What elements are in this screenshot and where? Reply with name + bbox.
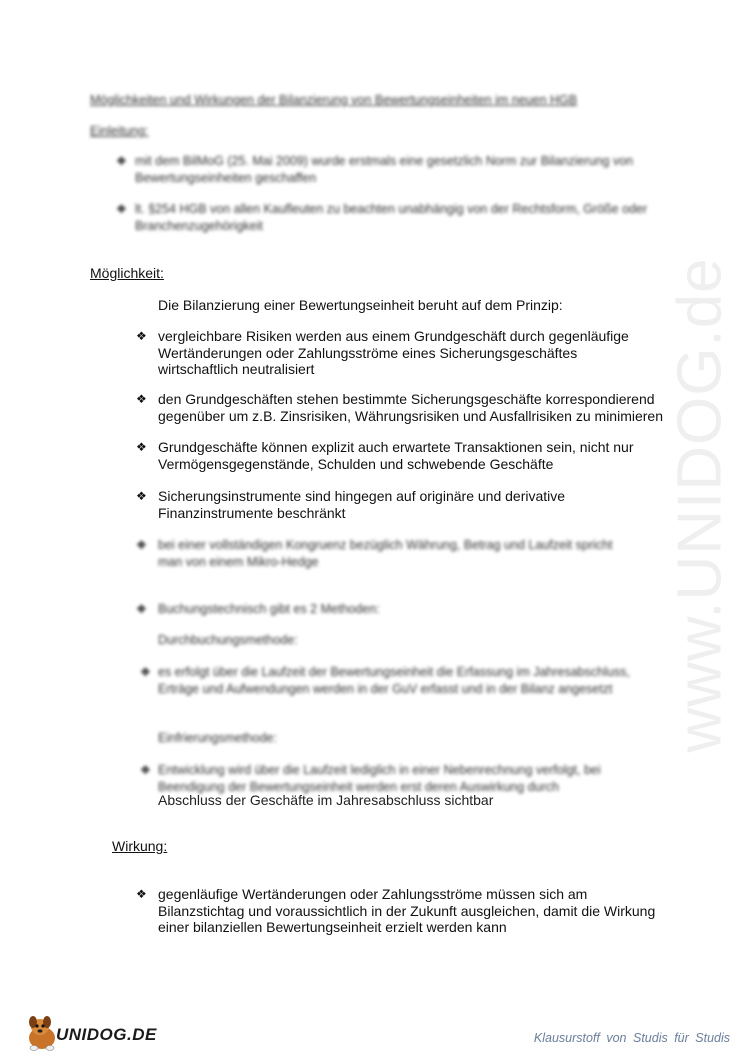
logo-wordmark: UNIDOG.DE xyxy=(56,1025,157,1044)
watermark-text: www.UNIDOG.de xyxy=(665,257,735,753)
method-description: Entwicklung wird über die Laufzeit lediglich in einer Nebenrechnung verfolgt, bei Beendigung der Bewertungseinheit werden erst deren Auswirkung durch xyxy=(158,763,601,794)
moeglichkeit-bullet-text: vergleichbare Risiken werden aus einem Grundgeschäft durch gegenläufige Wertänderungen oder Zahlungsströme eines Sicherungsgeschäftes wirtschaftlich neutralisiert xyxy=(158,328,629,377)
moeglichkeit-bullet-text: Sicherungsinstrumente sind hingegen auf originäre und derivative Finanzinstrumente beschränkt xyxy=(158,488,566,521)
moeglichkeit-bullet-text: den Grundgeschäften stehen bestimmte Sicherungsgeschäfte korrespondierend gegenüber um z.B. Zinsrisiken, Währungsrisiken und Ausfallrisiken zu minimieren xyxy=(158,391,663,424)
method-label: Einfrierungsmethode: xyxy=(158,731,277,745)
blurred-bullet-text: bei einer vollständigen Kongruenz bezüglich Währung, Betrag und Laufzeit spricht man von einem Mikro-Hedge xyxy=(158,538,613,569)
bullet-icon: ❖ xyxy=(140,763,151,777)
document-title: Möglichkeiten und Wirkungen der Bilanzierung von Bewertungseinheiten im neuen HGB xyxy=(90,93,578,107)
intro-bullet-text: mit dem BilMoG (25. Mai 2009) wurde erstmals eine gesetzlich Norm zur Bilanzierung von Bewertungseinheiten geschaffen xyxy=(135,154,634,185)
blurred-bullet-text: Buchungstechnisch gibt es 2 Methoden: xyxy=(158,602,380,616)
wirkung-bullet-text: gegenläufige Wertänderungen oder Zahlungsströme müssen sich am Bilanzstichtag und voraussichtlich in der Zukunft ausgleichen, damit die Wirkung einer bilanziellen Bewertungseinheit erzielt werden kann xyxy=(158,886,656,935)
method-description: es erfolgt über die Laufzeit der Bewertungseinheit die Erfassung im Jahresabschluss, Erträge und Aufwendungen werden in der GuV erfasst und in der Bilanz angesetzt xyxy=(158,665,630,696)
section-heading-moeglichkeit: Möglichkeit: xyxy=(90,265,164,281)
bullet-icon: ❖ xyxy=(136,392,147,406)
footer-tagline: Klausurstoff von Studis für Studis xyxy=(533,1031,730,1045)
bullet-icon: ❖ xyxy=(116,202,127,216)
bullet-icon: ❖ xyxy=(136,538,147,552)
bullet-icon: ❖ xyxy=(140,665,151,679)
bullet-icon: ❖ xyxy=(116,154,127,168)
bullet-icon: ❖ xyxy=(136,329,147,343)
unidog-logo xyxy=(22,1012,162,1056)
bullet-icon: ❖ xyxy=(136,887,147,901)
intro-heading: Einleitung: xyxy=(90,124,149,138)
bullet-icon: ❖ xyxy=(136,440,147,454)
intro-bullet-text: lt. §254 HGB von allen Kaufleuten zu beachten unabhängig von der Rechtsform, Größe oder Branchenzugehörigkeit xyxy=(135,202,648,233)
method-description-visible: Abschluss der Geschäfte im Jahresabschluss sichtbar xyxy=(158,792,494,808)
section-heading-wirkung: Wirkung: xyxy=(112,838,168,854)
bullet-icon: ❖ xyxy=(136,602,147,616)
bullet-icon: ❖ xyxy=(136,489,147,503)
section-lead-text: Die Bilanzierung einer Bewertungseinheit beruht auf dem Prinzip: xyxy=(158,297,563,313)
method-label: Durchbuchungsmethode: xyxy=(158,633,298,647)
moeglichkeit-bullet-text: Grundgeschäfte können explizit auch erwartete Transaktionen sein, nicht nur Vermögensgegenstände, Schulden und schwebende Geschäfte xyxy=(158,439,634,472)
